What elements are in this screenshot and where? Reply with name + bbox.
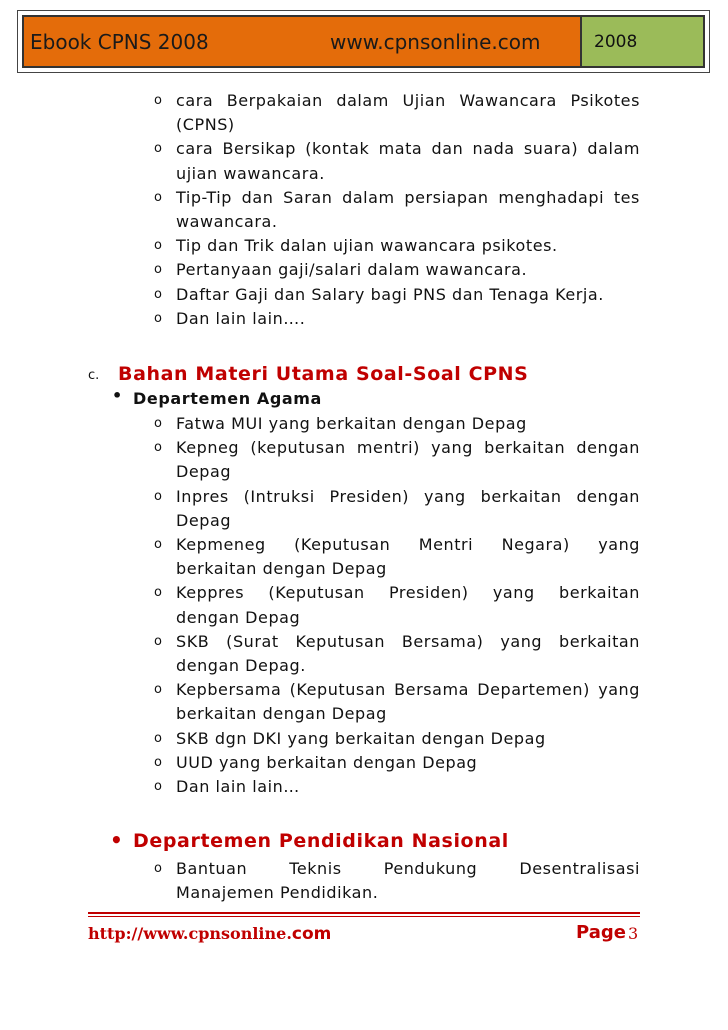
agama-bullet: o	[154, 488, 162, 504]
agama-item-line: Fatwa MUI yang berkaitan dengan Depag	[176, 414, 527, 433]
agama-word: berkaitan	[559, 631, 640, 651]
intro-word: cara	[176, 139, 214, 159]
agama-bullet: o	[154, 585, 162, 601]
agama-word: (Keputusan	[268, 583, 365, 603]
intro-word: mata	[378, 139, 423, 159]
agama-word: (Keputusan	[289, 680, 386, 700]
intro-word: tes	[613, 187, 640, 207]
agama-word: (Keputusan	[294, 535, 391, 554]
agama-word: Keputusan	[295, 631, 386, 651]
footer-url-link[interactable]	[88, 924, 331, 944]
intro-bullet: o	[154, 189, 162, 205]
agama-word: Negara)	[501, 535, 570, 554]
agama-word: Presiden)	[329, 486, 410, 506]
header-left-panel	[24, 17, 580, 66]
intro-item-line: Dan lain lain….	[176, 308, 306, 328]
agama-word: Inpres	[176, 486, 229, 506]
intro-item-line: Daftar Gaji dan Salary bagi PNS dan Tenaga Kerja.	[176, 284, 604, 304]
agama-bullet: o	[154, 754, 162, 770]
agama-word: (Surat	[226, 631, 279, 651]
dept-agama-bullet: •	[112, 386, 123, 405]
agama-word: (keputusan	[250, 438, 346, 458]
intro-item-line: wawancara.	[176, 212, 278, 231]
agama-word: yang	[492, 583, 535, 603]
agama-item-line: SKB dgn DKI yang berkaitan dengan Depag	[176, 728, 546, 748]
header-frame	[17, 10, 710, 73]
intro-word: Ujian	[402, 91, 446, 110]
agama-word: berkaitan	[558, 583, 640, 603]
intro-word: dan	[241, 187, 274, 207]
footer-url-prefix: http://www.cpnsonline.	[88, 924, 292, 943]
intro-bullet: o	[154, 286, 162, 302]
agama-word: Mentri	[418, 535, 474, 554]
intro-word: Wawancara	[459, 91, 557, 110]
agama-item-line: dengan Depag.	[176, 656, 306, 675]
footer-rule-thin	[88, 916, 640, 917]
section-c-marker: c.	[88, 368, 100, 383]
agama-word: mentri)	[356, 438, 420, 458]
intro-word: Bersikap	[222, 139, 296, 159]
agama-item-line: Depag	[176, 510, 232, 530]
dept-agama-title: Departemen Agama	[133, 389, 322, 408]
dept-pendidikan-title: Departemen Pendidikan Nasional	[133, 830, 509, 852]
ebook-title: Ebook CPNS 2008	[30, 29, 209, 54]
pendidikan-bullet: o	[154, 861, 162, 876]
agama-word: Departemen)	[477, 680, 590, 700]
intro-bullet: o	[154, 93, 162, 108]
agama-bullet: o	[154, 779, 162, 794]
intro-word: suara)	[523, 139, 579, 159]
agama-item-line: Depag	[176, 462, 232, 482]
intro-word: dalam	[342, 187, 395, 207]
agama-item-line: UUD yang berkaitan dengan Depag	[176, 752, 478, 772]
footer-page-number: 3	[628, 924, 639, 943]
intro-word: Psikotes	[570, 91, 640, 110]
intro-word: cara	[176, 91, 214, 110]
agama-item-line	[176, 436, 640, 460]
intro-word: Tip-Tip	[176, 187, 232, 207]
intro-word: persiapan	[404, 187, 489, 207]
agama-bullet: o	[154, 730, 162, 746]
agama-item-line: dengan Depag	[176, 607, 301, 627]
agama-word: Kepmeneg	[176, 535, 266, 554]
agama-word: yang	[423, 486, 466, 506]
agama-item-line: Dan lain lain…	[176, 777, 300, 796]
intro-item-line: ujian wawancara.	[176, 163, 325, 183]
agama-item-line: berkaitan dengan Depag	[176, 704, 387, 724]
agama-word: SKB	[176, 631, 210, 651]
intro-word: dalam	[336, 91, 389, 110]
agama-bullet: o	[154, 537, 162, 552]
agama-word: berkaitan	[480, 486, 562, 506]
agama-word: Kepbersama	[176, 680, 282, 700]
agama-bullet: o	[154, 633, 162, 649]
intro-item-line: (CPNS)	[176, 115, 235, 135]
agama-word: Bersama)	[401, 631, 484, 651]
section-c-title: Bahan Materi Utama Soal-Soal CPNS	[118, 363, 529, 385]
agama-item-line	[176, 533, 640, 557]
intro-item-line: Pertanyaan gaji/salari dalam wawancara.	[176, 260, 528, 280]
agama-word: Presiden)	[389, 583, 469, 603]
agama-item-line: berkaitan dengan Depag	[176, 559, 387, 579]
intro-bullet: o	[154, 262, 162, 278]
intro-word: menghadapi	[498, 187, 605, 207]
dept-pendidikan-bullet: •	[110, 828, 123, 852]
header-bar	[22, 15, 705, 68]
agama-word: dengan	[576, 486, 640, 506]
agama-word: Keppres	[176, 583, 245, 603]
agama-word: berkaitan	[484, 438, 566, 458]
intro-word: dan	[431, 139, 464, 159]
pendidikan-word: Pendukung	[383, 859, 478, 878]
pendidikan-word: Bantuan	[176, 859, 248, 878]
intro-bullet: o	[154, 141, 162, 157]
pendidikan-word: Teknis	[289, 859, 342, 878]
agama-word: Bersama	[394, 680, 469, 700]
pendidikan-word: Desentralisasi	[519, 859, 640, 878]
agama-word: dengan	[576, 438, 640, 458]
agama-item-line	[176, 485, 640, 509]
intro-word: (kontak	[305, 139, 370, 159]
header-year: 2008	[594, 31, 638, 52]
footer-rule-thick	[88, 912, 640, 914]
intro-bullet: o	[154, 310, 162, 326]
intro-word: dalam	[587, 139, 640, 159]
agama-word: (Intruksi	[243, 486, 315, 506]
header-site-url[interactable]: www.cpnsonline.com	[330, 29, 541, 54]
intro-bullet: o	[154, 238, 162, 254]
agama-word: yang	[598, 535, 640, 554]
agama-item-line	[176, 630, 640, 654]
pendidikan-item-line: Manajemen Pendidikan.	[176, 883, 379, 903]
agama-bullet: o	[154, 682, 162, 698]
agama-word: yang	[431, 438, 473, 458]
intro-word: Berpakaian	[226, 91, 323, 110]
agama-word: yang	[598, 680, 640, 700]
pendidikan-item-line	[176, 857, 640, 881]
agama-item-line	[176, 678, 640, 702]
header-year-panel	[580, 17, 703, 66]
footer-page-label: Page	[576, 922, 626, 943]
intro-item-line	[176, 89, 640, 113]
agama-bullet: o	[154, 440, 162, 456]
footer-url-suffix: com	[291, 924, 332, 944]
intro-word: nada	[472, 139, 515, 159]
agama-item-line	[176, 581, 640, 605]
intro-item-line: Tip dan Trik dalan ujian wawancara psikotes.	[176, 236, 558, 256]
intro-item-line	[176, 186, 640, 210]
agama-bullet: o	[154, 416, 162, 431]
intro-item-line	[176, 137, 640, 161]
agama-word: yang	[500, 631, 543, 651]
intro-word: Saran	[283, 187, 333, 207]
agama-word: Kepneg	[176, 438, 240, 458]
